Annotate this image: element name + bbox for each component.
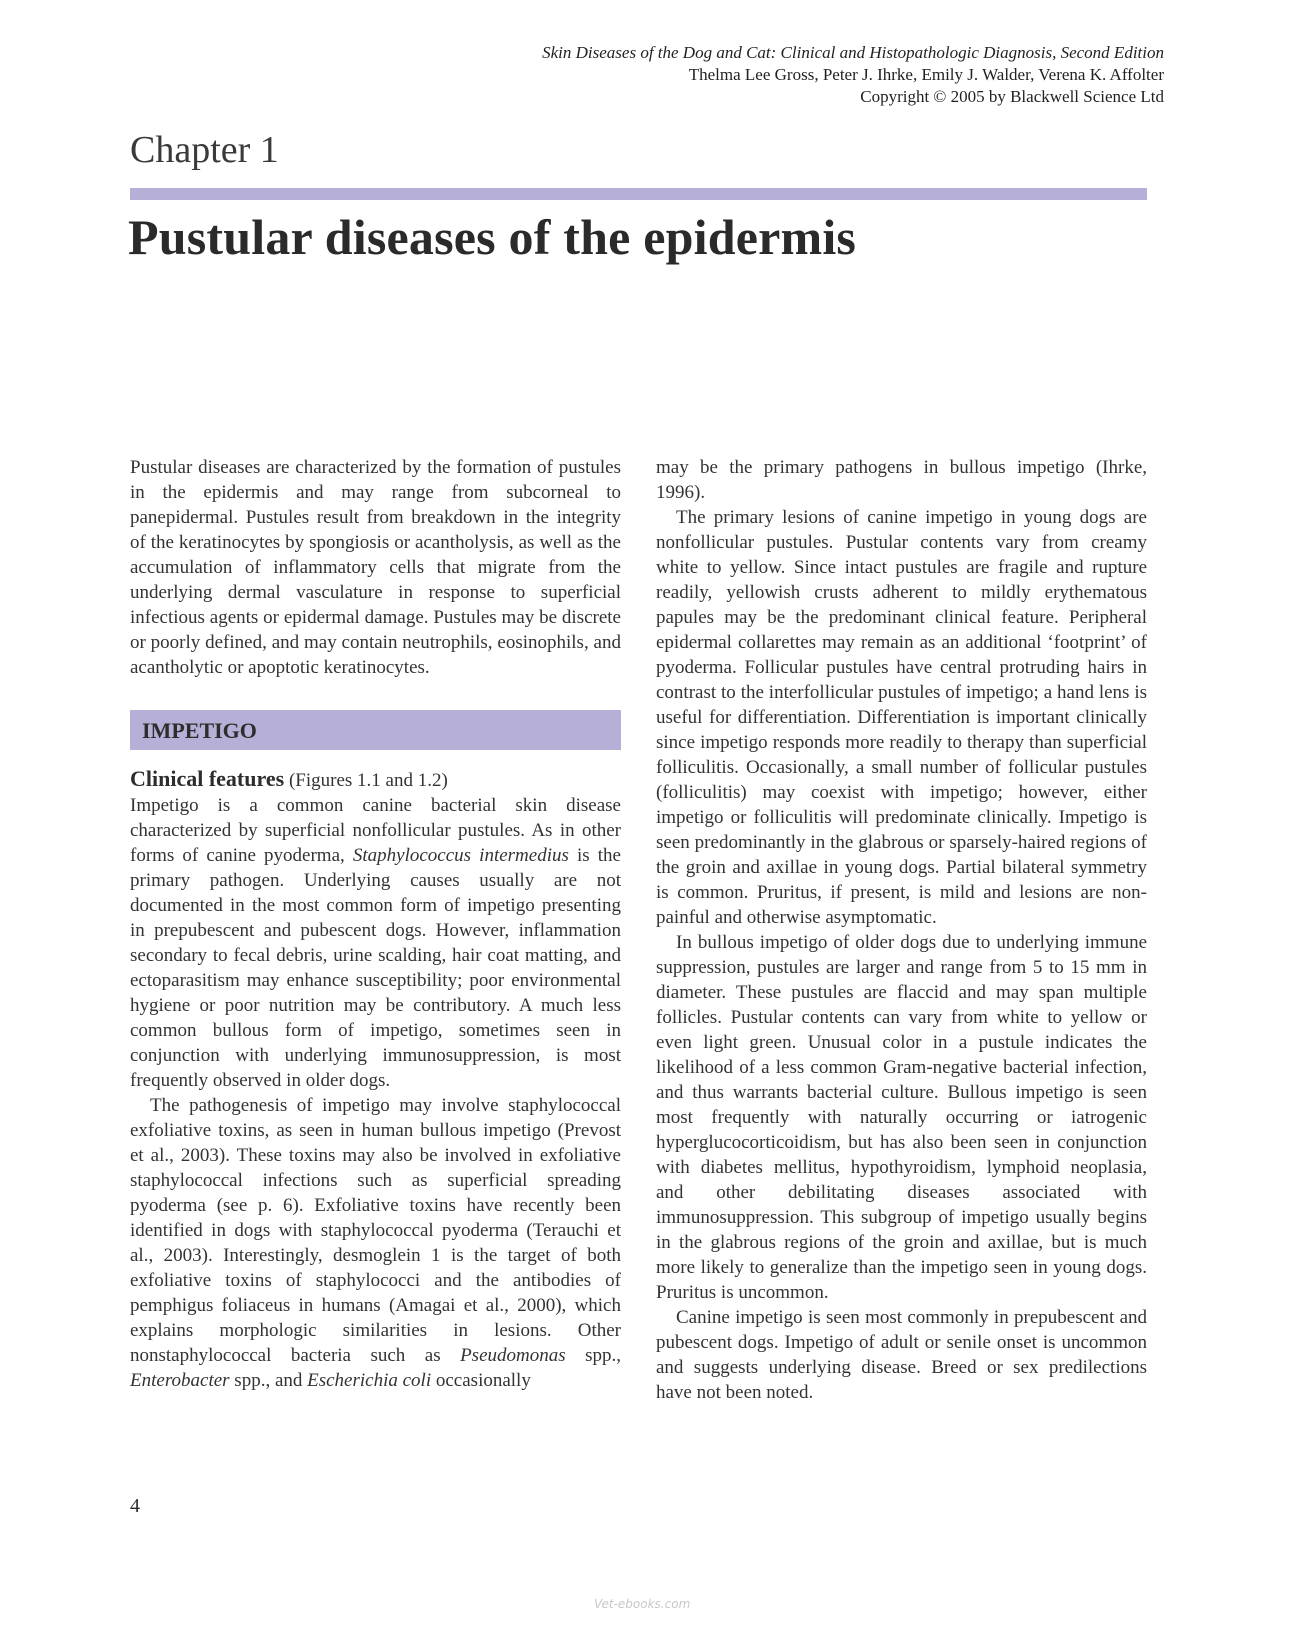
chapter-label: Chapter 1 — [130, 129, 279, 171]
body-paragraph: may be the primary pathogens in bullous impetigo (Ihrke, 1996). — [656, 457, 1147, 503]
intro-paragraph: Pustular diseases are characterized by the formation of pustules in the epidermis and may range from subcorneal to panepidermal. Pustules result from breakdown in the integrity of the keratinocytes by spongiosis or acantholysis, as well as the accumulation of inflammatory cells that migrate from the underlying dermal vasculature in response to superficial infectious agents or epidermal damage. Pustules may be discrete or poorly defined, and may contain neutrophils, eosinophils, and acantholytic or apoptotic keratinocytes. — [130, 457, 621, 678]
watermark: Vet-ebooks.com — [594, 1597, 691, 1611]
body-paragraph: The pathogenesis of impetigo may involve staphylococcal exfoliative toxins, as seen in human bullous impetigo (Prevost et al., 2003). These toxins may also be involved in exfoliative staphylococcal infections such as superficial spreading pyoderma (see p. 6). Exfoliative toxins have recently been identified in dogs with staphylococcal pyoderma (Terauchi et al., 2003). Interestingly, desmoglein 1 is the target of both exfoliative toxins of staphylococci and the antibodies of pemphigus foliaceus in humans (Amagai et al., 2000), which explains morphologic similarities in lesions. Other nonstaphylococcal bacteria such as Pseudomonas spp., Enterobacter spp., and Escherichia coli occasionally — [130, 1095, 621, 1391]
species-name: Staphylococcus intermedius — [352, 845, 569, 866]
genus-name: Enterobacter — [130, 1370, 230, 1391]
page-number: 4 — [130, 1495, 140, 1517]
book-copyright: Copyright © 2005 by Blackwell Science Ltd — [860, 87, 1164, 106]
section-header-bar — [130, 710, 621, 750]
right-column — [656, 455, 1147, 1405]
body-paragraph: Canine impetigo is seen most commonly in prepubescent and pubescent dogs. Impetigo of adult or senile onset is uncommon and suggests underlying disease. Breed or sex predilections have not been noted. — [656, 1307, 1147, 1403]
species-name: Escherichia coli — [307, 1370, 432, 1391]
book-metadata — [542, 42, 1164, 108]
body-paragraph: In bullous impetigo of older dogs due to underlying immune suppression, pustules are larger and range from 5 to 15 mm in diameter. These pustules are flaccid and may span multiple follicles. Pustular contents can vary from white to yellow or even light green. Unusual color in a pustule indicates the likelihood of a less common Gram-negative bacterial infection, and thus warrants bacterial culture. Bullous impetigo is seen most frequently with naturally occurring or iatrogenic hyperglucocorticoidism, but has also been seen in conjunction with diabetes mellitus, hypothyroidism, lymphoid neoplasia, and other debilitating diseases associated with immunosuppression. This subgroup of impetigo usually begins in the glabrous regions of the groin and axillae, but is much more likely to generalize than the impetigo seen in young dogs. Pruritus is uncommon. — [656, 932, 1147, 1303]
subheading-text: Clinical features — [130, 766, 285, 791]
body-paragraph: The primary lesions of canine impetigo in young dogs are nonfollicular pustules. Pustular contents vary from creamy white to yellow. Since intact pustules are fragile and rupture readily, yellowish crusts adherent to mildly erythematous papules may be the predominant clinical feature. Peripheral epidermal collarettes may remain as an additional ‘footprint’ of pyoderma. Follicular pustules have central protruding hairs in contrast to the interfollicular pustules of impetigo; a hand lens is useful for differentiation. Differentiation is important clinically since impetigo responds more readily to therapy than superficial folliculitis. Occasionally, a small number of follicular pustules (folliculitis) may coexist with impetigo; however, either impetigo or folliculitis will predominate clinically. Impetigo is seen predominantly in the glabrous or sparsely-haired regions of the groin and axillae in young dogs. Partial bilateral symmetry is common. Pruritus, if present, is mild and lesions are non-painful and otherwise asymptomatic. — [656, 507, 1147, 928]
section-title: IMPETIGO — [142, 717, 257, 743]
left-column — [130, 455, 621, 1393]
chapter-title: Pustular diseases of the epidermis — [128, 209, 857, 265]
book-title: Skin Diseases of the Dog and Cat: Clinical and Histopathologic Diagnosis, Second Edition — [542, 43, 1164, 62]
chapter-divider — [130, 188, 1147, 200]
body-paragraph: Impetigo is a common canine bacterial skin disease characterized by superficial nonfollicular pustules. As in other forms of canine pyoderma, Staphylococcus intermedius is the primary pathogen. Underlying causes usually are not documented in the most common form of impetigo presenting in prepubescent and pubescent dogs. However, inflammation secondary to fecal debris, urine scalding, hair coat matting, and ectoparasitism may enhance susceptibility; poor environmental hygiene or poor nutrition may be contributory. A much less common bullous form of impetigo, sometimes seen in conjunction with underlying immunosuppression, is most frequently observed in older dogs. — [130, 795, 621, 1091]
figure-reference: (Figures 1.1 and 1.2) — [288, 770, 448, 791]
genus-name: Pseudomonas — [460, 1345, 566, 1366]
book-authors: Thelma Lee Gross, Peter J. Ihrke, Emily J. Walder, Verena K. Affolter — [688, 65, 1164, 84]
clinical-features-heading — [130, 766, 621, 793]
